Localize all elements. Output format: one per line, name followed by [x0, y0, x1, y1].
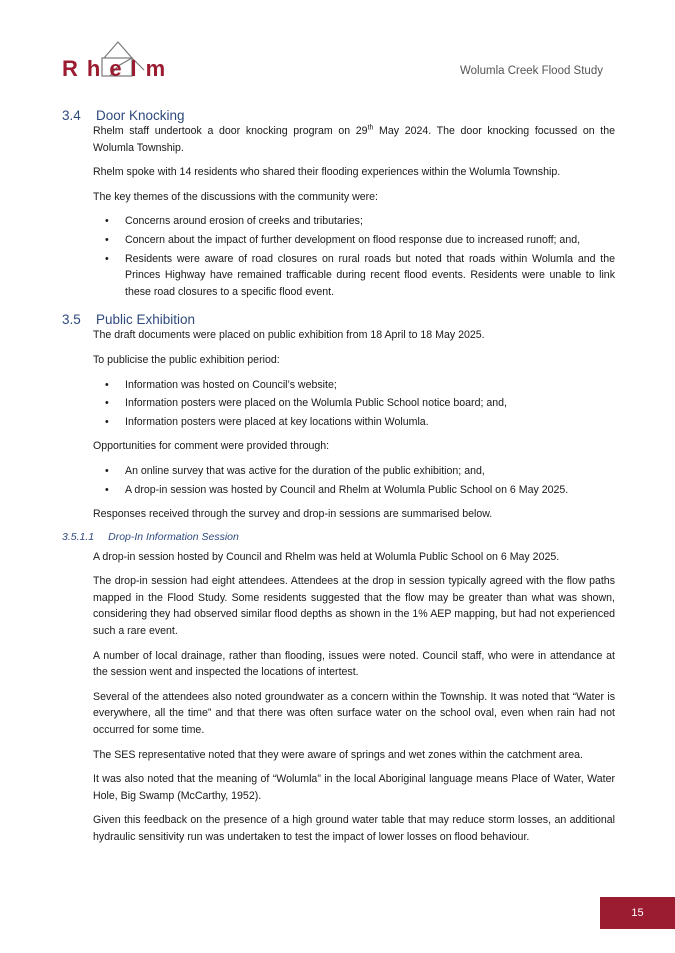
page-number: 15 — [600, 897, 675, 929]
list-item: • Residents were aware of road closures on rural roads but noted that roads within Wolumla and the Princes Highway have remained trafficable during recent flood events. Residents were unable to link these road closures to a specific flood event. — [125, 251, 615, 301]
list-item: • Information was hosted on Council’s website; — [125, 377, 615, 394]
paragraph: The draft documents were placed on public exhibition from 18 April to 18 May 2025. — [93, 329, 485, 342]
document-title: Wolumla Creek Flood Study — [460, 65, 603, 77]
bullet-list — [93, 377, 615, 431]
paragraph: Responses received through the survey and drop-in sessions are summarised below. — [93, 508, 493, 521]
list-item: • Concern about the impact of further development on flood response due to increased runoff; and, — [125, 232, 615, 249]
section-heading — [62, 312, 615, 327]
subsection-title: Drop-In Information Session — [108, 530, 239, 543]
logo-text: Rhelm — [62, 56, 175, 81]
paragraph: Opportunities for comment were provided through: — [93, 440, 330, 453]
list-item: • Information posters were placed on the Wolumla Public School notice board; and, — [125, 395, 615, 412]
rhelm-logo — [62, 38, 182, 80]
page-content — [62, 108, 615, 854]
list-item: • Information posters were placed at key locations within Wolumla. — [125, 414, 615, 431]
bullet-list — [93, 213, 615, 300]
paragraph: It was also noted that the meaning of “Wolumla” in the local Aboriginal language means Place of Water, Water Hole, Big Swamp (McCarthy, 1952). — [93, 773, 615, 802]
section-number: 3.4 — [62, 108, 81, 123]
section-heading — [62, 108, 615, 123]
paragraph: The key themes of the discussions with the community were: — [93, 190, 378, 203]
paragraph: Given this feedback on the presence of a high ground water table that may reduce storm losses, an additional hydraulic sensitivity run was undertaken to test the impact of lower losses on flood behaviour. — [93, 814, 615, 843]
paragraph: A number of local drainage, rather than flooding, issues were noted. Council staff, who were in attendance at the session went and inspected the locations of intertest. — [93, 649, 615, 679]
section-3-4 — [62, 108, 615, 300]
section-3-5 — [62, 312, 615, 522]
section-title: Door Knocking — [96, 108, 185, 123]
paragraph: Rhelm staff undertook a door knocking program on 29th May 2024. The door knocking focussed on the Wolumla Township. — [93, 124, 615, 154]
paragraph: The drop-in session had eight attendees. Attendees at the drop in session typically agreed with the flow paths mapped in the Flood Study. Some residents suggested that the flow may be greater than what was shown, considering they had observed similar flood depths as shown in the 1% AEP mapping, but had not experienced such a rare event. — [93, 575, 615, 638]
paragraph: To publicise the public exhibition period: — [93, 353, 280, 366]
section-number: 3.5 — [62, 312, 81, 328]
paragraph: Rhelm spoke with 14 residents who shared their flooding experiences within the Wolumla Township. — [93, 166, 561, 179]
list-item: • Concerns around erosion of creeks and tributaries; — [125, 213, 615, 230]
bullet-list — [93, 463, 615, 498]
section-title: Public Exhibition — [96, 312, 196, 328]
section-3-5-1-1 — [62, 531, 615, 846]
subsection-heading — [62, 531, 615, 543]
paragraph: The SES representative noted that they were aware of springs and wet zones within the catchment area. — [93, 748, 583, 761]
list-item: • An online survey that was active for the duration of the public exhibition; and, — [125, 463, 615, 480]
paragraph: Several of the attendees also noted groundwater as a concern within the Township. It was noted that “Water is everywhere, all the time” and that there was often surface water on the school oval, even when rain had not occurred for some time. — [93, 690, 615, 737]
paragraph: A drop-in session hosted by Council and Rhelm was held at Wolumla Public School on 6 May 2025. — [93, 550, 560, 563]
list-item: • A drop-in session was hosted by Council and Rhelm at Wolumla Public School on 6 May 2025. — [125, 482, 615, 499]
subsection-number: 3.5.1.1 — [62, 530, 95, 543]
